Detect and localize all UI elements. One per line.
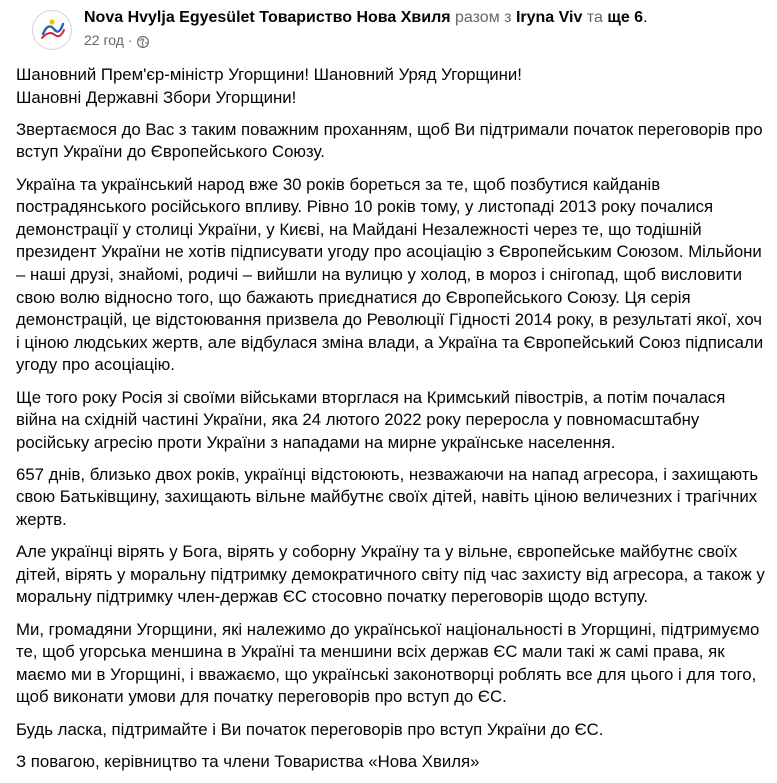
period: .: [643, 9, 648, 26]
with-label: разом з: [455, 9, 512, 26]
post-paragraph: З повагою, керівництво та члени Товариства «Нова Хвиля»: [16, 751, 480, 771]
tagged-person-link[interactable]: Iryna Viv: [515, 9, 583, 26]
and-label: та: [586, 9, 603, 26]
separator-dot: ·: [127, 32, 133, 48]
more-people-link[interactable]: ще 6: [607, 9, 644, 26]
post-header: [16, 0, 763, 62]
organization-logo-icon: [35, 13, 69, 47]
post-author-line: [84, 8, 753, 28]
globe-icon: [137, 34, 149, 46]
post-paragraph: 657 днів, близько двох років, українці відстоюють, незважаючи на напад агресора, і захищають свою Батьківщину, захищають вільне майбутнє своїх дітей, навіть ціною величезних і трагічних жертв.: [16, 464, 759, 530]
avatar[interactable]: [32, 10, 72, 50]
post-paragraph: Але українці вірять у Бога, вірять у соборну Україну та у вільне, європейське майбутнє своїх дітей, вірять у моральну підтримку демократичного світу під час захисту від агресора, а також у моральну підтримку член-держав ЄС стосовно початку переговорів щодо вступу.: [16, 542, 765, 607]
author-name-link[interactable]: Nova Hvylja Egyesület Товариство Нова Хвиля: [84, 9, 451, 26]
post-paragraph: Звертаємося до Вас з таким поважним проханням, щоб Ви підтримали початок переговорів про вступ України до Європейського Союзу.: [16, 119, 763, 162]
post-paragraph: Ми, громадяни Угорщини, які належимо до української національності в Угорщині, підтримуємо те, щоб угорська меншина в Україні та меншини всіх держав ЄС мали такі ж самі права, як маємо ми в Угорщині, і вважаємо, що українські законотворці роблять все для цього і для того, щоб виконати умови для початку переговорів про вступ до ЄС.: [16, 619, 760, 707]
post-paragraph: Шановний Прем'єр-міністр Угорщини! Шановний Уряд Угорщини! Шановні Державні Збори Угорщини!: [16, 65, 522, 107]
post-paragraph: Україна та український народ вже 30 років бореться за те, щоб позбутися кайданів пострадянського російського впливу. Рівно 10 років тому, у листопаді 2013 року почалися демонстрації у столиці України, у Києві, на Майдані Незалежності через те, що тодішній президент України не хотів підписувати угоду про асоціацію з Європейським Союзом. Мільйони – наші друзі, знайомі, родичі – вийшли на вулицю у холод, в мороз і снігопад, щоб висловити свою волю відносно того, що бажають приєднатися до Європейського Союзу. Ця серія демонстрацій, це відстоювання призвела до Революції Гідності 2014 року, в результаті якої, хоч і ціною людських жертв, але відбулася зміна влади, а Україна та Європейський Союз підписали угоду про асоціацію.: [16, 174, 764, 375]
post-time-link[interactable]: 22 год: [84, 32, 124, 48]
post-timestamp-row: [84, 31, 753, 49]
post-paragraph: Будь ласка, підтримайте і Ви початок переговорів про вступ України до ЄС.: [16, 719, 604, 739]
post-meta: [84, 8, 753, 49]
post-paragraph: Ще того року Росія зі своїми військами вторглася на Кримський півострів, а потім почалася війна на східній частині України, яка 24 лютого 2022 року переросла у повномасштабну російську агресію проти України з нападами на мирне українське населення.: [16, 387, 726, 452]
post-text: [16, 64, 765, 783]
